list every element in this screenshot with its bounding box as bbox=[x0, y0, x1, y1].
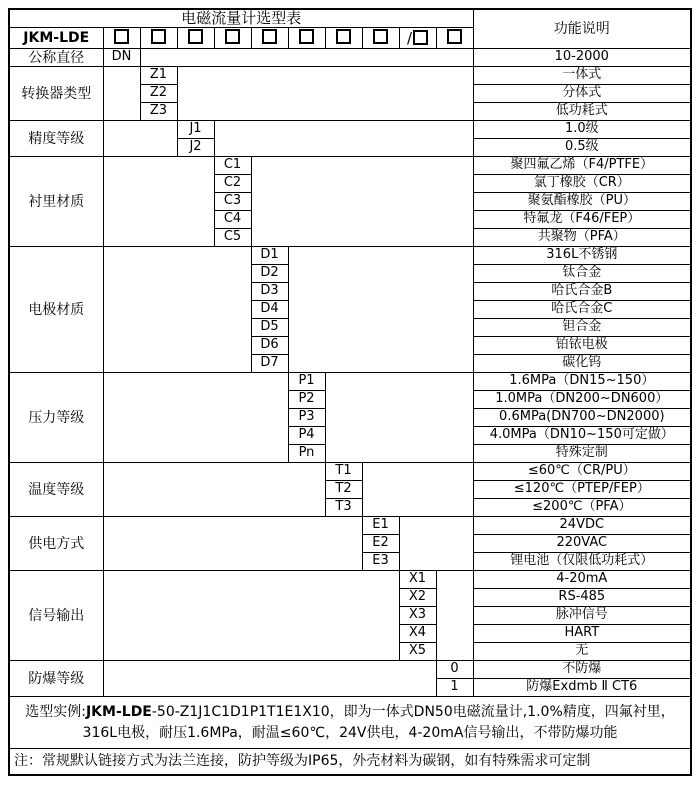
group-label-converter-type: 转换器类型 bbox=[9, 67, 103, 121]
group-label-signal-output: 信号输出 bbox=[9, 571, 103, 661]
model-checkbox-cell-3[interactable] bbox=[177, 28, 214, 49]
signal-output-code: X1 bbox=[399, 571, 436, 589]
electrode-material-description: 哈氏合金C bbox=[473, 301, 691, 319]
nominal-diameter-row bbox=[9, 49, 691, 67]
model-checkbox-cell-2[interactable] bbox=[140, 28, 177, 49]
signal-output-row bbox=[9, 571, 691, 589]
lining-material-description: 聚四氟乙烯（F4/PTFE） bbox=[473, 157, 691, 175]
example-line-1 bbox=[11, 702, 689, 723]
electrode-material-code: D7 bbox=[251, 355, 288, 373]
signal-output-description: 无 bbox=[473, 643, 691, 661]
nominal-diameter-code: DN bbox=[103, 49, 140, 67]
power-supply-row bbox=[9, 517, 691, 535]
pressure-rating-row bbox=[9, 373, 691, 391]
model-checkbox-cell-7[interactable] bbox=[325, 28, 362, 49]
converter-type-code: Z3 bbox=[140, 103, 177, 121]
pressure-rating-code: P1 bbox=[288, 373, 325, 391]
table-title: 电磁流量计选型表 bbox=[9, 9, 473, 28]
title-row bbox=[9, 9, 691, 28]
group-label-accuracy-class: 精度等级 bbox=[9, 121, 103, 157]
filler-cell bbox=[103, 373, 288, 463]
accuracy-class-code: J1 bbox=[177, 121, 214, 139]
electrode-material-description: 碳化钨 bbox=[473, 355, 691, 373]
pressure-rating-code: P3 bbox=[288, 409, 325, 427]
electrode-material-description: 钛合金 bbox=[473, 265, 691, 283]
pressure-rating-code: P2 bbox=[288, 391, 325, 409]
electrode-material-row bbox=[9, 247, 691, 265]
temperature-rating-code: T2 bbox=[325, 481, 362, 499]
signal-output-description: RS-485 bbox=[473, 589, 691, 607]
checkbox-icon bbox=[262, 29, 277, 44]
pressure-rating-description: 1.6MPa（DN15~150） bbox=[473, 373, 691, 391]
lining-material-description: 共聚物（PFA） bbox=[473, 229, 691, 247]
power-supply-code: E1 bbox=[362, 517, 399, 535]
electrode-material-description: 铂铱电极 bbox=[473, 337, 691, 355]
model-checkbox-cell-9[interactable] bbox=[399, 28, 436, 49]
signal-output-code: X4 bbox=[399, 625, 436, 643]
lining-material-code: C2 bbox=[214, 175, 251, 193]
temperature-rating-description: ≤200℃（PFA） bbox=[473, 499, 691, 517]
converter-type-code: Z1 bbox=[140, 67, 177, 85]
pressure-rating-description: 1.0MPa（DN200~DN600） bbox=[473, 391, 691, 409]
lining-material-code: C1 bbox=[214, 157, 251, 175]
checkbox-icon bbox=[336, 29, 351, 44]
group-label-power-supply: 供电方式 bbox=[9, 517, 103, 571]
temperature-rating-code: T3 bbox=[325, 499, 362, 517]
lining-material-code: C3 bbox=[214, 193, 251, 211]
group-label-temperature-rating: 温度等级 bbox=[9, 463, 103, 517]
filler-cell bbox=[399, 517, 473, 571]
pressure-rating-description: 特殊定制 bbox=[473, 445, 691, 463]
filler-cell bbox=[103, 463, 325, 517]
filler-cell bbox=[362, 463, 473, 517]
signal-output-description: 脉冲信号 bbox=[473, 607, 691, 625]
explosion-proof-description: 防爆Exdmb Ⅱ CT6 bbox=[473, 679, 691, 697]
selection-table bbox=[8, 8, 692, 776]
power-supply-code: E2 bbox=[362, 535, 399, 553]
note-row bbox=[9, 749, 691, 775]
checkbox-icon bbox=[151, 29, 166, 44]
example-line-1-rest: -50-Z1J1C1D1P1T1E1X10，即为一体式DN50电磁流量计,1.0%精度，四氟衬里， bbox=[151, 703, 675, 720]
temperature-rating-code: T1 bbox=[325, 463, 362, 481]
power-supply-description: 24VDC bbox=[473, 517, 691, 535]
electrode-material-description: 钽合金 bbox=[473, 319, 691, 337]
model-prefix: JKM-LDE bbox=[9, 28, 103, 49]
electrode-material-code: D5 bbox=[251, 319, 288, 337]
electrode-material-code: D6 bbox=[251, 337, 288, 355]
accuracy-class-code: J2 bbox=[177, 139, 214, 157]
checkbox-icon bbox=[225, 29, 240, 44]
converter-type-description: 低功耗式 bbox=[473, 103, 691, 121]
filler-cell bbox=[103, 517, 362, 571]
model-checkbox-cell-6[interactable] bbox=[288, 28, 325, 49]
model-checkbox-cell-10[interactable] bbox=[436, 28, 473, 49]
signal-output-code: X2 bbox=[399, 589, 436, 607]
filler-cell bbox=[103, 661, 436, 697]
power-supply-code: E3 bbox=[362, 553, 399, 571]
filler-cell bbox=[177, 67, 473, 121]
pressure-rating-code: Pn bbox=[288, 445, 325, 463]
pressure-rating-code: P4 bbox=[288, 427, 325, 445]
filler-cell bbox=[103, 247, 251, 373]
converter-type-description: 一体式 bbox=[473, 67, 691, 85]
electrode-material-code: D2 bbox=[251, 265, 288, 283]
lining-material-code: C4 bbox=[214, 211, 251, 229]
accuracy-class-row bbox=[9, 121, 691, 139]
power-supply-description: 锂电池（仅限低功耗式） bbox=[473, 553, 691, 571]
temperature-rating-description: ≤60℃（CR/PU） bbox=[473, 463, 691, 481]
filler-cell bbox=[436, 571, 473, 661]
accuracy-class-description: 0.5级 bbox=[473, 139, 691, 157]
filler-cell bbox=[325, 373, 473, 463]
nominal-diameter-description: 10-2000 bbox=[473, 49, 691, 67]
pressure-rating-description: 0.6MPa(DN700~DN2000) bbox=[473, 409, 691, 427]
explosion-proof-code: 0 bbox=[436, 661, 473, 679]
model-checkbox-cell-8[interactable] bbox=[362, 28, 399, 49]
group-label-lining-material: 衬里材质 bbox=[9, 157, 103, 247]
checkbox-icon bbox=[373, 29, 388, 44]
group-label-electrode-material: 电极材质 bbox=[9, 247, 103, 373]
accuracy-class-description: 1.0级 bbox=[473, 121, 691, 139]
explosion-proof-code: 1 bbox=[436, 679, 473, 697]
example-prefix: 选型实例: bbox=[25, 703, 86, 720]
filler-cell bbox=[103, 157, 214, 247]
converter-type-code: Z2 bbox=[140, 85, 177, 103]
checkbox-icon bbox=[188, 29, 203, 44]
checkbox-icon bbox=[447, 29, 462, 44]
signal-output-description: HART bbox=[473, 625, 691, 643]
example-line-2: 316L电极，耐压1.6MPa，耐温≤60℃，24V供电，4-20mA信号输出，不带防爆功能 bbox=[82, 724, 618, 741]
signal-output-code: X3 bbox=[399, 607, 436, 625]
electrode-material-description: 哈氏合金B bbox=[473, 283, 691, 301]
electrode-material-code: D4 bbox=[251, 301, 288, 319]
lining-material-row bbox=[9, 157, 691, 175]
signal-output-description: 4-20mA bbox=[473, 571, 691, 589]
filler-cell bbox=[103, 121, 177, 157]
converter-type-row bbox=[9, 67, 691, 85]
checkbox-icon bbox=[299, 29, 314, 44]
group-label-nominal-diameter: 公称直径 bbox=[9, 49, 103, 67]
electrode-material-code: D1 bbox=[251, 247, 288, 265]
selection-example bbox=[9, 697, 691, 749]
temperature-rating-row bbox=[9, 463, 691, 481]
example-row bbox=[9, 697, 691, 749]
function-column-header: 功能说明 bbox=[473, 9, 691, 49]
filler-cell bbox=[251, 157, 473, 247]
checkbox-icon bbox=[413, 30, 428, 45]
power-supply-description: 220VAC bbox=[473, 535, 691, 553]
explosion-proof-description: 不防爆 bbox=[473, 661, 691, 679]
checkbox-icon bbox=[114, 29, 129, 44]
group-label-explosion-proof: 防爆等级 bbox=[9, 661, 103, 697]
filler-cell bbox=[288, 247, 473, 373]
filler-cell bbox=[103, 571, 399, 661]
pressure-rating-description: 4.0MPa（DN10~150可定做） bbox=[473, 427, 691, 445]
lining-material-description: 氯丁橡胶（CR） bbox=[473, 175, 691, 193]
signal-output-code: X5 bbox=[399, 643, 436, 661]
model-checkbox-cell-4[interactable] bbox=[214, 28, 251, 49]
filler-cell bbox=[103, 67, 140, 121]
footnote: 注：常规默认链接方式为法兰连接，防护等级为IP65，外壳材料为碳钢，如有特殊需求可定制 bbox=[9, 749, 691, 775]
model-checkbox-cell-1[interactable] bbox=[103, 28, 140, 49]
lining-material-description: 聚氨酯橡胶（PU） bbox=[473, 193, 691, 211]
temperature-rating-description: ≤120℃（PTEP/FEP） bbox=[473, 481, 691, 499]
example-model-code: JKM-LDE bbox=[85, 703, 152, 720]
filler-cell bbox=[140, 49, 473, 67]
lining-material-code: C5 bbox=[214, 229, 251, 247]
electrode-material-code: D3 bbox=[251, 283, 288, 301]
converter-type-description: 分体式 bbox=[473, 85, 691, 103]
filler-cell bbox=[214, 121, 473, 157]
model-checkbox-cell-5[interactable] bbox=[251, 28, 288, 49]
group-label-pressure-rating: 压力等级 bbox=[9, 373, 103, 463]
electrode-material-description: 316L不锈钢 bbox=[473, 247, 691, 265]
slash-separator: / bbox=[406, 28, 413, 47]
lining-material-description: 特氟龙（F46/FEP） bbox=[473, 211, 691, 229]
explosion-proof-row bbox=[9, 661, 691, 679]
